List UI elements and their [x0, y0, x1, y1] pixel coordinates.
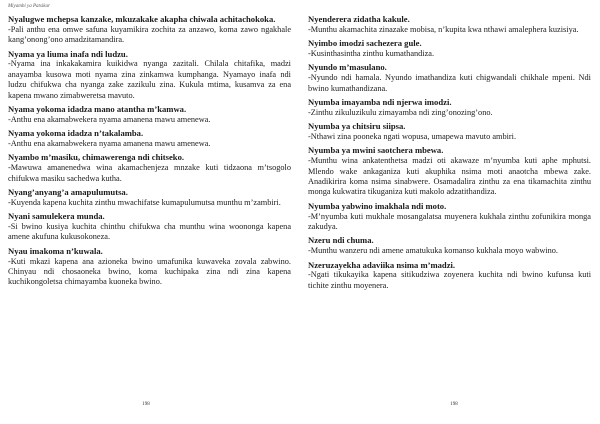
proverb-entry: [8, 211, 291, 243]
proverb-entry: [308, 201, 591, 233]
proverb-explanation: -Nyundo ndi hamala. Nyundo imathandiza kuti chigwandali chikhale mpeni. Ndi bwino kumathandizana.: [308, 73, 591, 93]
right-column: [308, 14, 591, 294]
proverb-heading: Nyundo m’masulano.: [308, 62, 387, 73]
right-page: [300, 0, 600, 424]
proverb-explanation: -Mawuwa amanenedwa wina akamachenjeza mnzake kuti tidzaona m’tsogolo chifukwa masiku sachedwa kutha.: [8, 163, 291, 183]
proverb-explanation: -Nyama ina inkakakamira kuikidwa nyanga zazitali. Chilala chitafika, madzi anayamba kusowa moti nyama zina zinkamwa kumphanga. Nyamayo inafa ndi ludzu chifukwa cha nyanga zake zazikulu zina. Kukula mtima, kusamva za ena kapena mwano zimabweretsa mavuto.: [8, 59, 291, 100]
proverb-entry: [308, 235, 591, 256]
proverb-entry: [308, 260, 591, 292]
proverb-entry: [308, 97, 591, 118]
left-column: [8, 14, 291, 291]
proverb-entry: [8, 246, 291, 288]
proverb-explanation: -Kuti mkazi kapena ana azioneka bwino umafunika kuwaveka zovala zabwino. Chinyau ndi chosaoneka bwino, koma kuchipaka zina ndi zina kapena kuchikongoletsa chimayamba kuoneka bwino.: [8, 256, 291, 287]
proverb-entry: [8, 104, 291, 125]
proverb-entry: [308, 121, 591, 142]
proverb-heading: Nyani samulekera munda.: [8, 211, 105, 222]
proverb-explanation: -Munthu wina ankatenthetsa madzi oti akawaze m’nyumba kuti aphe mphutsi. Mlendo wake ankaganiza kuti akuphika nsima moti anaotcha mbewa zake. Anadikirira koma nsima sinabwere. Osamadalira zinthu za ena tikamachita zinthu monga kukwatira tikuganiza kuti makolo adzatithandiza.: [308, 156, 591, 197]
proverb-explanation: -Anthu ena akamabwekera nyama amanena mawu amenewa.: [8, 114, 211, 124]
proverb-heading: Nyama yokoma idadza n’takalamba.: [8, 128, 144, 139]
proverb-explanation: -Pali anthu ena omwe safuna kuyamikira zochita za anzawo, koma zawo ngakhale kang’onong’ono amadzitamandira.: [8, 24, 291, 45]
proverb-heading: Nyang’anyang’a amapulumutsa.: [8, 187, 128, 198]
proverb-heading: Nyama yokoma idadza mano atantha m’kamwa.: [8, 104, 187, 115]
proverb-heading: Nyama ya liuma inafa ndi ludzu.: [8, 48, 128, 59]
proverb-heading: Nyimbo imodzi sachezera gule.: [308, 38, 422, 49]
proverb-heading: Nyumba ya mwini saotchera mbewa.: [308, 145, 444, 156]
proverb-explanation: -Si bwino kusiya kuchita chinthu chifukwa cha munthu wina woononga kapena amene akufuna kukusokoneza.: [8, 222, 291, 242]
proverb-explanation: -M’nyumba kuti mukhale mosangalatsa muyenera kukhala zinthu zofunikira monga zakudya.: [308, 211, 591, 232]
proverb-explanation: -Zinthu zikuluzikulu zimayamba ndi zing’onozing’ono.: [308, 107, 493, 117]
proverb-heading: Nyumba yabwino imakhala ndi moto.: [308, 200, 447, 211]
proverb-explanation: -Munthu akamachita zinazake mobisa, n’kupita kwa nthawi amalephera kuzisiya.: [308, 24, 579, 34]
page-number: 198: [142, 402, 150, 407]
proverb-entry: [8, 152, 291, 184]
proverb-entry: [308, 145, 591, 197]
running-header: Miyambi ya Patsikar: [8, 4, 50, 9]
proverb-entry: [308, 38, 591, 59]
proverb-explanation: -Munthu wanzeru ndi amene amatukuka komanso kukhala moyo wabwino.: [308, 246, 558, 256]
proverb-explanation: -Kuyenda kapena kuchita zinthu mwachifatse kumapulumutsa munthu m’zambiri.: [8, 197, 281, 207]
proverb-explanation: -Kusinthasintha zinthu kumathandiza.: [308, 49, 435, 58]
proverb-explanation: -Ngati tikukayika kapena sitikudziwa zoyenera kuchita ndi bwino kufunsa kuti tichite zinthu moyenera.: [308, 270, 591, 290]
page-number: 198: [450, 402, 458, 407]
proverb-heading: Nyalugwe mchepsa kanzake, mkuzakake akapha chiwala achitachokoka.: [8, 14, 276, 24]
proverb-entry: [308, 14, 591, 35]
proverb-heading: Nyau imakoma n’kuwala.: [8, 245, 103, 256]
proverb-entry: [8, 49, 291, 101]
proverb-heading: Nyumba ya chitsiru siipsa.: [308, 121, 406, 132]
proverb-explanation: -Anthu ena akamabwekera nyama amanena mawu amenewa.: [8, 139, 211, 149]
proverb-entry: [8, 128, 291, 149]
proverb-heading: Nzeruzayekha adaviika nsima m’madzi.: [308, 259, 456, 270]
proverb-entry: [308, 62, 591, 94]
proverb-entry: [8, 14, 291, 46]
proverb-entry: [8, 187, 291, 208]
proverb-heading: Nyambo m’masiku, chimawerenga ndi chitseko.: [8, 152, 185, 163]
proverb-heading: Nyenderera zidatha kakule.: [308, 14, 410, 24]
proverb-explanation: -Nthawi zina pooneka ngati wopusa, umapewa mavuto ambiri.: [308, 132, 517, 142]
proverb-heading: Nzeru ndi chuma.: [308, 235, 374, 246]
proverb-heading: Nyumba imayamba ndi njerwa imodzi.: [308, 97, 452, 108]
